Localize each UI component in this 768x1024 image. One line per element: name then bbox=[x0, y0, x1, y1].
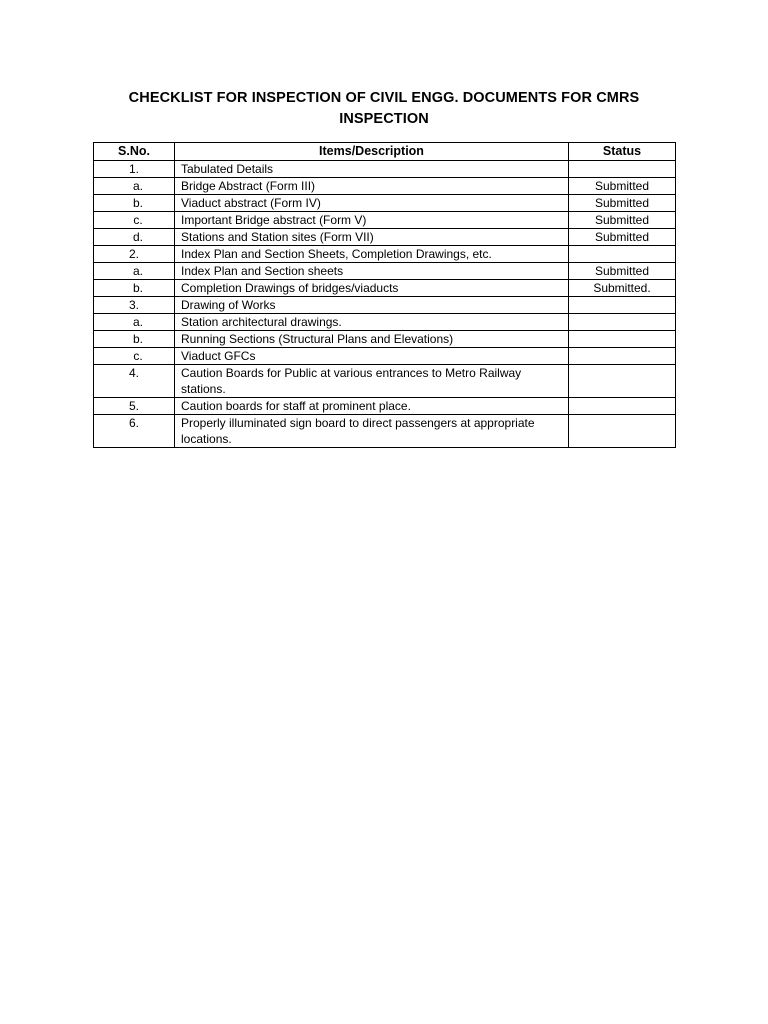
table-row bbox=[94, 398, 676, 415]
row-serial-number: 5. bbox=[94, 398, 175, 415]
row-serial-number: c. bbox=[94, 348, 175, 365]
row-status: Submitted bbox=[569, 263, 676, 280]
row-serial-number: 2. bbox=[94, 246, 175, 263]
row-status bbox=[569, 161, 676, 178]
row-serial-number: 4. bbox=[94, 365, 175, 398]
table-row bbox=[94, 331, 676, 348]
row-description: Properly illuminated sign board to direct passengers at appropriate locations. bbox=[175, 415, 569, 448]
row-status bbox=[569, 246, 676, 263]
row-serial-number: 1. bbox=[94, 161, 175, 178]
row-status bbox=[569, 331, 676, 348]
table-row bbox=[94, 280, 676, 297]
row-status: Submitted bbox=[569, 229, 676, 246]
row-status bbox=[569, 398, 676, 415]
row-status bbox=[569, 365, 676, 398]
table-row bbox=[94, 212, 676, 229]
row-description: Station architectural drawings. bbox=[175, 314, 569, 331]
row-status: Submitted bbox=[569, 178, 676, 195]
row-status: Submitted bbox=[569, 212, 676, 229]
row-status bbox=[569, 415, 676, 448]
row-serial-number: a. bbox=[94, 178, 175, 195]
table-row bbox=[94, 195, 676, 212]
row-description: Completion Drawings of bridges/viaducts bbox=[175, 280, 569, 297]
row-description: Caution Boards for Public at various entrances to Metro Railway stations. bbox=[175, 365, 569, 398]
row-serial-number: d. bbox=[94, 229, 175, 246]
table-row bbox=[94, 365, 676, 398]
table-row bbox=[94, 229, 676, 246]
row-serial-number: 3. bbox=[94, 297, 175, 314]
row-status bbox=[569, 348, 676, 365]
row-description: Stations and Station sites (Form VII) bbox=[175, 229, 569, 246]
row-serial-number: b. bbox=[94, 195, 175, 212]
table-row bbox=[94, 161, 676, 178]
row-description: Viaduct GFCs bbox=[175, 348, 569, 365]
table-row bbox=[94, 246, 676, 263]
checklist-table bbox=[93, 142, 676, 448]
table-row bbox=[94, 178, 676, 195]
header-description: Items/Description bbox=[175, 143, 569, 161]
row-serial-number: a. bbox=[94, 263, 175, 280]
table-row bbox=[94, 297, 676, 314]
row-serial-number: 6. bbox=[94, 415, 175, 448]
row-description: Bridge Abstract (Form III) bbox=[175, 178, 569, 195]
row-status bbox=[569, 297, 676, 314]
table-row bbox=[94, 415, 676, 448]
table-row bbox=[94, 263, 676, 280]
header-status: Status bbox=[569, 143, 676, 161]
row-serial-number: c. bbox=[94, 212, 175, 229]
row-description: Index Plan and Section Sheets, Completion Drawings, etc. bbox=[175, 246, 569, 263]
row-serial-number: b. bbox=[94, 331, 175, 348]
table-body bbox=[94, 161, 676, 448]
row-description: Drawing of Works bbox=[175, 297, 569, 314]
title-line-1: CHECKLIST FOR INSPECTION OF CIVIL ENGG. DOCUMENTS FOR CMRS bbox=[128, 90, 640, 106]
table-header-row bbox=[94, 143, 676, 161]
row-description: Caution boards for staff at prominent place. bbox=[175, 398, 569, 415]
row-serial-number: a. bbox=[94, 314, 175, 331]
table-row bbox=[94, 348, 676, 365]
row-description: Index Plan and Section sheets bbox=[175, 263, 569, 280]
row-status bbox=[569, 314, 676, 331]
row-status: Submitted. bbox=[569, 280, 676, 297]
header-sno: S.No. bbox=[94, 143, 175, 161]
row-description: Running Sections (Structural Plans and Elevations) bbox=[175, 331, 569, 348]
row-description: Tabulated Details bbox=[175, 161, 569, 178]
table-row bbox=[94, 314, 676, 331]
row-description: Important Bridge abstract (Form V) bbox=[175, 212, 569, 229]
document-title bbox=[100, 88, 668, 130]
title-line-2: INSPECTION bbox=[339, 111, 429, 127]
row-serial-number: b. bbox=[94, 280, 175, 297]
row-status: Submitted bbox=[569, 195, 676, 212]
row-description: Viaduct abstract (Form IV) bbox=[175, 195, 569, 212]
